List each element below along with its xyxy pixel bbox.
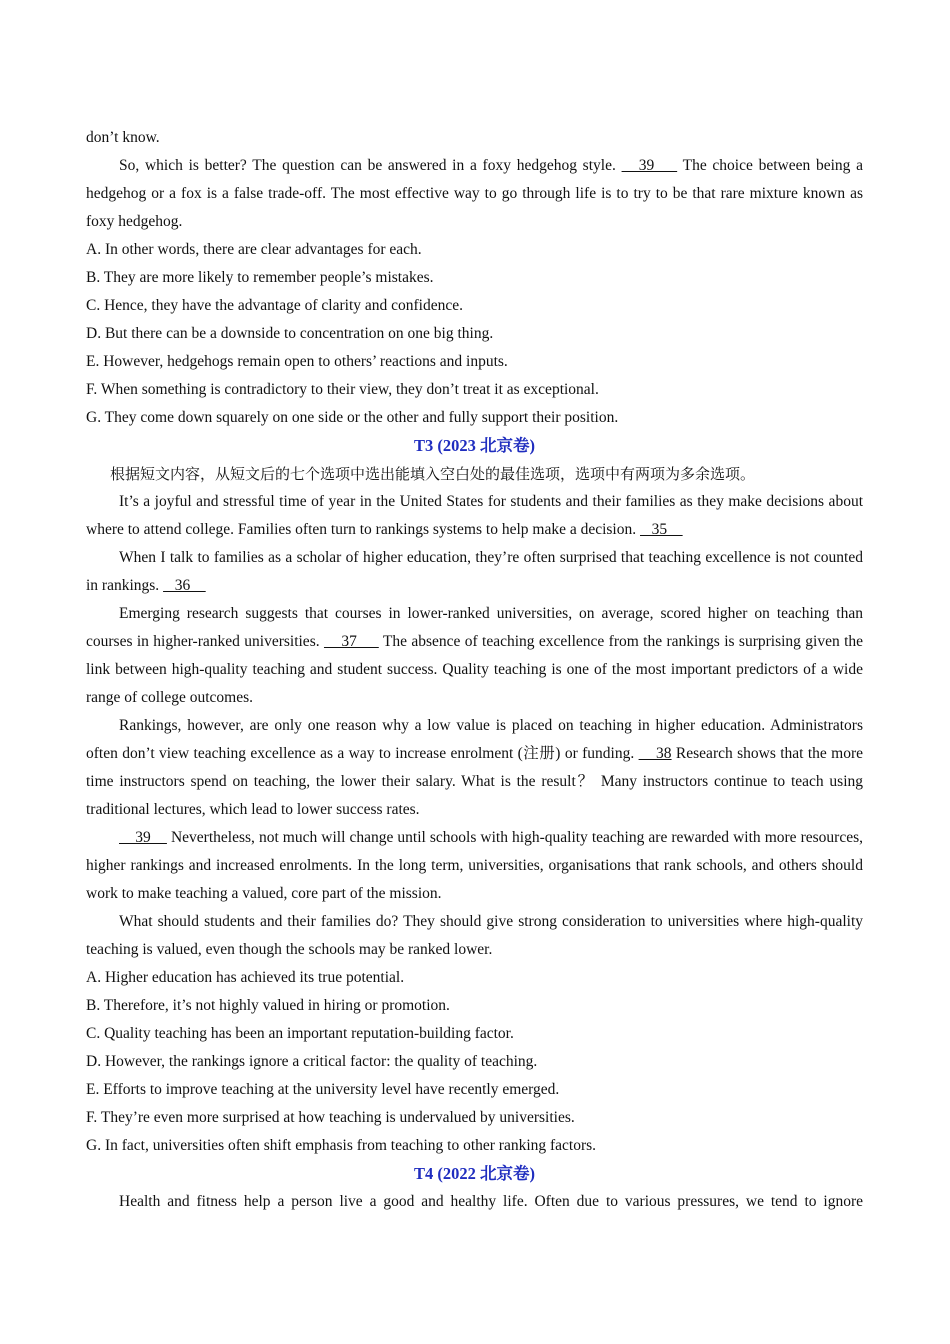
section-heading-t4: T4 (2022 北京卷) — [414, 1164, 535, 1183]
blank-36: 36 — [163, 577, 206, 594]
t3-paragraph-1 — [86, 488, 863, 544]
section-heading-t3: T3 (2023 北京卷) — [414, 436, 535, 455]
option-c: C. Quality teaching has been an important reputation-building factor. — [86, 1025, 514, 1042]
blank-38: 38 — [638, 745, 672, 762]
paragraph-text: The absence of teaching excellence from the rankings is surprising given the link between high-quality teaching and student success. Quality teaching is one of the most important predictors of a wide range of college outcomes. — [86, 633, 864, 706]
paragraph-so-which-is-better — [86, 152, 863, 236]
instruction-text: 根据短文内容，从短文后的七个选项中选出能填入空白处的最佳选项，选项中有两项为多余选项。 — [110, 465, 756, 483]
t2-options-list — [86, 236, 863, 432]
blank-35: 35 — [640, 521, 683, 538]
option-d: D. However, the rankings ignore a critical factor: the quality of teaching. — [86, 1053, 538, 1070]
option-g: G. In fact, universities often shift emphasis from teaching to other ranking factors. — [86, 1137, 597, 1154]
blank-37: 37 — [323, 633, 379, 650]
option-d: D. But there can be a downside to concentration on one big thing. — [86, 325, 494, 342]
option-e: E. However, hedgehogs remain open to others’ reactions and inputs. — [86, 353, 508, 370]
option-c: C. Hence, they have the advantage of clarity and confidence. — [86, 297, 463, 314]
option-b: B. They are more likely to remember people’s mistakes. — [86, 269, 434, 286]
t3-paragraph-3 — [86, 600, 863, 712]
paragraph-continuation: don’t know. — [86, 129, 160, 146]
option-g: G. They come down squarely on one side or the other and fully support their position. — [86, 409, 619, 426]
option-f: F. They’re even more surprised at how teaching is undervalued by universities. — [86, 1109, 575, 1126]
paragraph-text: Nevertheless, not much will change until schools with high-quality teaching are rewarded with more resources, higher rankings and increased enrolments. In the long term, universities, organisations that rank schools, and others should work to make teaching a valued, core part of the mission. — [86, 829, 864, 902]
option-a: A. Higher education has achieved its true potential. — [86, 969, 405, 986]
paragraph-text: Emerging research suggests that courses in lower-ranked universities, on average, scored higher on teaching than courses in higher-ranked universities. — [86, 605, 863, 650]
blank-39: 39 — [621, 157, 678, 174]
option-e: E. Efforts to improve teaching at the university level have recently emerged. — [86, 1081, 560, 1098]
paragraph-text: The choice between being a hedgehog or a fox is a false trade-off. The most effective way to go through life is to try to be that rare mixture known as foxy hedgehog. — [86, 157, 864, 230]
exam-page — [86, 124, 863, 1216]
option-a: A. In other words, there are clear advantages for each. — [86, 241, 422, 258]
paragraph-text: It’s a joyful and stressful time of year in the United States for students and their families as they make decisions about where to attend college. Families often turn to rankings systems to help make a decision. — [86, 493, 863, 538]
paragraph-text: Rankings, however, are only one reason why a low value is placed on teaching in higher education. Administrators often don’t view teaching excellence as a way to increase enrolment (注册) or funding. — [86, 717, 863, 762]
t3-options-list — [86, 964, 863, 1160]
option-b: B. Therefore, it’s not highly valued in hiring or promotion. — [86, 997, 450, 1014]
t3-paragraph-2 — [86, 544, 863, 600]
t4-paragraph-1: Health and fitness help a person live a good and healthy life. Often due to various pressures, we tend to ignore — [119, 1193, 863, 1210]
paragraph-text: Research shows that the more time instructors spend on teaching, the lower their salary. What is the result？ Many instructors continue to teach using traditional lectures, which lead to lower success rates. — [86, 745, 863, 818]
paragraph-text: So, which is better? The question can be answered in a foxy hedgehog style. — [119, 157, 622, 174]
t3-paragraph-5 — [86, 824, 863, 908]
option-f: F. When something is contradictory to their view, they don’t treat it as exceptional. — [86, 381, 599, 398]
t3-paragraph-6: What should students and their families do? They should give strong consideration to universities where high-quality teaching is valued, even though the schools may be ranked lower. — [86, 913, 863, 958]
paragraph-text: When I talk to families as a scholar of higher education, they’re often surprised that teaching excellence is not counted in rankings. — [86, 549, 863, 594]
t3-paragraph-4 — [86, 712, 863, 824]
blank-39-t3: 39 — [119, 829, 167, 846]
